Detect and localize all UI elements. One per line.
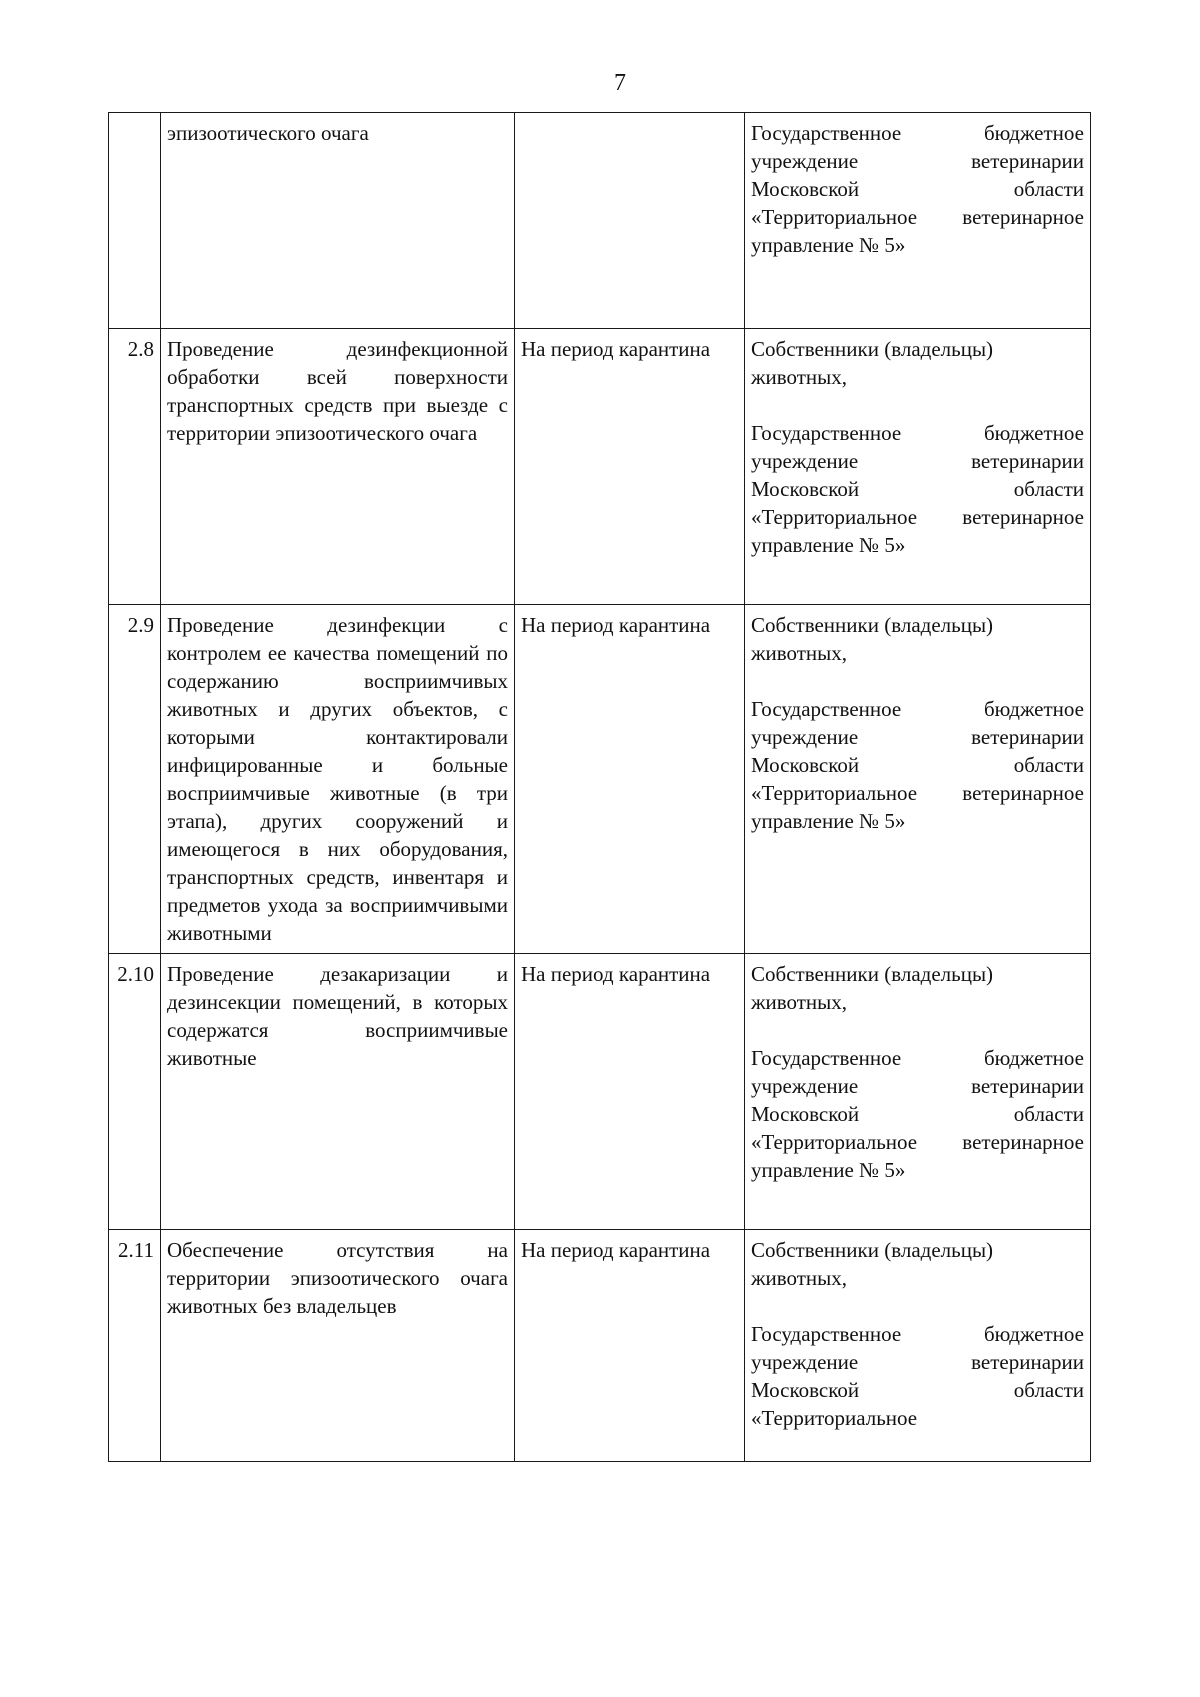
row-action: Обеспечение отсутствия на территории эпизоотического очага животных без владельцев xyxy=(161,1230,515,1462)
row-responsible xyxy=(745,605,1091,954)
row-action: Проведение дезинфекции с контролем ее качества помещений по содержанию восприимчивых животных и других объектов, с которыми контактировали инфицированные и больные восприимчивые животные (в три этапа), других сооружений и имеющегося в них оборудования, транспортных средств, инвентаря и предметов ухода за восприимчивыми животными xyxy=(161,605,515,954)
responsible-organization: Государственное бюджетное учреждение ветеринарии Московской области «Территориальное ветеринарное управление № 5» xyxy=(751,121,1084,257)
row-responsible xyxy=(745,113,1091,329)
row-number: 2.11 xyxy=(109,1230,161,1462)
row-period: На период карантина xyxy=(515,329,745,605)
responsible-owners: Собственники (владельцы) животных, xyxy=(751,337,994,389)
row-number xyxy=(109,113,161,329)
row-responsible xyxy=(745,1230,1091,1462)
responsible-owners: Собственники (владельцы) животных, xyxy=(751,1238,994,1290)
responsible-organization: Государственное бюджетное учреждение ветеринарии Московской области «Территориальное ветеринарное управление № 5» xyxy=(751,1046,1084,1182)
table-row xyxy=(109,329,1091,605)
table-row xyxy=(109,113,1091,329)
row-action: эпизоотического очага xyxy=(161,113,515,329)
responsible-owners: Собственники (владельцы) животных, xyxy=(751,613,994,665)
row-number: 2.9 xyxy=(109,605,161,954)
row-period: На период карантина xyxy=(515,605,745,954)
table-row xyxy=(109,1230,1091,1462)
responsible-organization: Государственное бюджетное учреждение ветеринарии Московской области «Территориальное xyxy=(751,1322,1084,1430)
table-row xyxy=(109,954,1091,1230)
row-action: Проведение дезинфекционной обработки всей поверхности транспортных средств при выезде с территории эпизоотического очага xyxy=(161,329,515,605)
measures-table xyxy=(108,112,1091,1462)
responsible-organization: Государственное бюджетное учреждение ветеринарии Московской области «Территориальное ветеринарное управление № 5» xyxy=(751,421,1084,557)
page-number: 7 xyxy=(614,70,626,96)
row-number: 2.8 xyxy=(109,329,161,605)
row-period: На период карантина xyxy=(515,1230,745,1462)
row-action: Проведение дезакаризации и дезинсекции помещений, в которых содержатся восприимчивые животные xyxy=(161,954,515,1230)
row-period: На период карантина xyxy=(515,954,745,1230)
row-responsible xyxy=(745,329,1091,605)
row-responsible xyxy=(745,954,1091,1230)
row-number: 2.10 xyxy=(109,954,161,1230)
table-row xyxy=(109,605,1091,954)
responsible-owners: Собственники (владельцы) животных, xyxy=(751,962,994,1014)
responsible-organization: Государственное бюджетное учреждение ветеринарии Московской области «Территориальное ветеринарное управление № 5» xyxy=(751,697,1084,833)
row-period xyxy=(515,113,745,329)
